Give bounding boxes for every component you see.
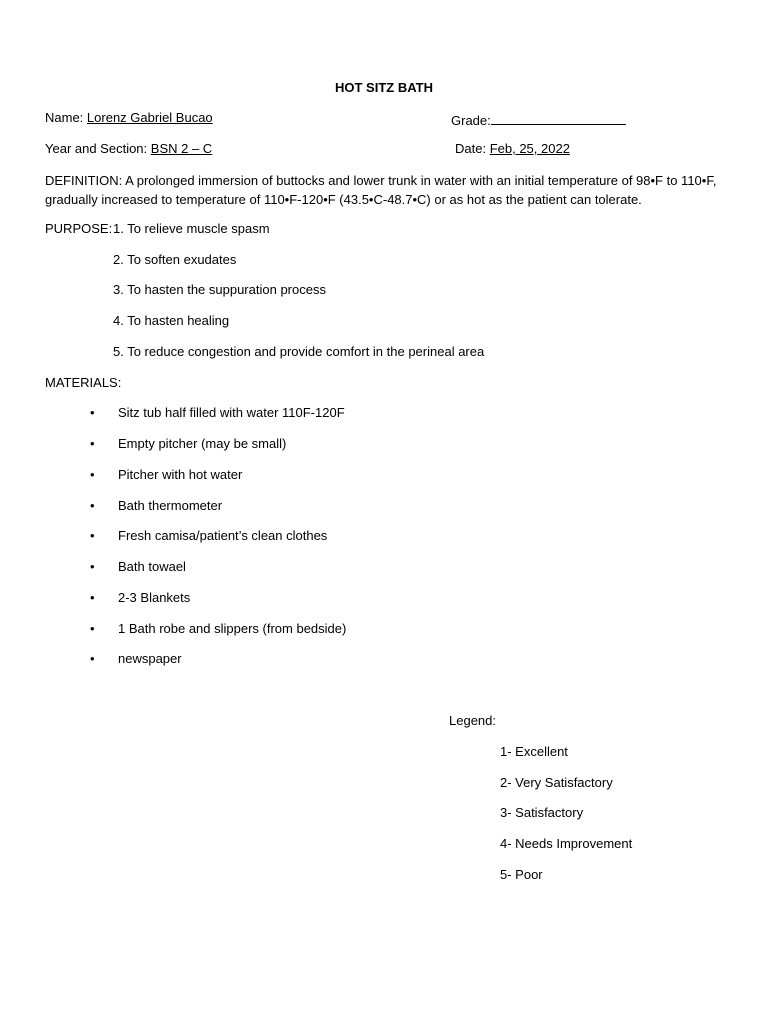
material-item: newspaper [118,651,182,666]
bullet-icon: • [90,498,95,513]
bullet-icon: • [90,405,95,420]
name-value: Lorenz Gabriel Bucao [86,110,213,125]
legend-item: 1- Excellent [500,744,568,759]
purpose-label: PURPOSE: [45,221,113,236]
bullet-icon: • [90,651,95,666]
legend-label: Legend: [449,713,496,728]
material-item: Fresh camisa/patient’s clean clothes [118,528,328,543]
definition-paragraph: DEFINITION: A prolonged immersion of buttocks and lower trunk in water with an initial temperature of 98•F to 110•F, gradually increased to temperature of 110•F-120•F (43.5•C-48.7•C) or as hot as the patient can tolerate. [45,173,717,207]
material-item: 1 Bath robe and slippers (from bedside) [118,621,347,636]
bullet-icon: • [90,436,95,451]
bullet-icon: • [90,467,95,482]
date-row [455,141,570,156]
year-row [45,141,230,156]
purpose-item: 5. To reduce congestion and provide comfort in the perineal area [113,344,485,359]
material-item: Bath towael [118,559,186,574]
legend-item: 4- Needs Improvement [500,836,633,851]
year-label: Year and Section: [45,141,148,156]
date-label: Date: [455,141,487,156]
material-item: 2-3 Blankets [118,590,191,605]
purpose-item: 1. To relieve muscle spasm [113,221,270,236]
name-label: Name: [45,110,84,125]
material-item: Bath thermometer [118,498,223,513]
material-item: Pitcher with hot water [118,467,243,482]
bullet-icon: • [90,528,95,543]
bullet-icon: • [90,590,95,605]
date-value: Feb, 25, 2022 [489,141,570,156]
name-row [45,110,213,125]
bullet-icon: • [90,621,95,636]
purpose-item: 2. To soften exudates [113,252,237,267]
year-value: BSN 2 – C [150,141,213,156]
purpose-item: 4. To hasten healing [113,313,230,328]
purpose-item: 3. To hasten the suppuration process [113,282,326,297]
grade-label: Grade: [451,113,491,128]
bullet-icon: • [90,559,95,574]
legend-item: 2- Very Satisfactory [500,775,613,790]
legend-item: 5- Poor [500,867,543,882]
grade-row [451,110,626,128]
legend-item: 3- Satisfactory [500,805,584,820]
grade-blank-line [491,110,626,125]
materials-label: MATERIALS: [45,375,122,390]
material-item: Sitz tub half filled with water 110F-120F [118,405,345,420]
document-title: HOT SITZ BATH [335,80,433,95]
material-item: Empty pitcher (may be small) [118,436,287,451]
